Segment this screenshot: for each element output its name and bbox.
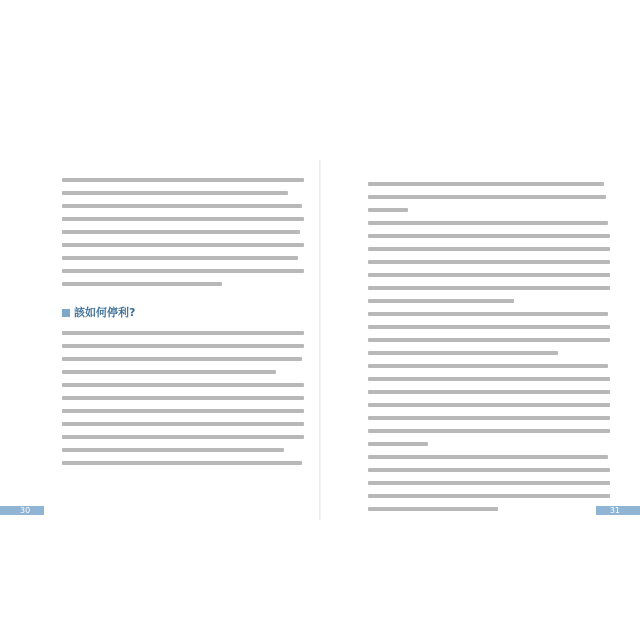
left-page-body-upper (62, 178, 304, 295)
text-line (368, 221, 608, 225)
text-line (368, 208, 408, 212)
text-line (62, 331, 304, 335)
text-line (368, 351, 558, 355)
text-line (62, 461, 302, 465)
heading-square-icon (62, 309, 70, 317)
text-line (62, 269, 304, 273)
page-number-left: 30 (20, 506, 31, 515)
text-line (368, 299, 514, 303)
text-line (62, 256, 298, 260)
text-line (62, 191, 288, 195)
text-line (368, 507, 498, 511)
book-gutter (319, 160, 321, 520)
text-line (62, 357, 302, 361)
text-line (62, 204, 302, 208)
section-heading-text: 該如何停利? (74, 306, 136, 319)
text-line (62, 396, 304, 400)
text-line (62, 448, 284, 452)
right-page-body (368, 182, 610, 520)
page-number-right: 31 (609, 506, 620, 515)
text-line (368, 234, 610, 238)
text-line (368, 403, 610, 407)
text-line (62, 178, 304, 182)
text-line (368, 182, 604, 186)
text-line (62, 282, 222, 286)
text-line (62, 370, 276, 374)
left-page-body-lower (62, 331, 304, 474)
text-line (62, 230, 300, 234)
text-line (368, 390, 610, 394)
text-line (368, 468, 610, 472)
text-line (62, 422, 304, 426)
text-line (368, 338, 610, 342)
text-line (62, 344, 304, 348)
text-line (368, 325, 610, 329)
text-line (368, 442, 428, 446)
text-line (368, 429, 610, 433)
text-line (368, 260, 610, 264)
text-line (62, 383, 304, 387)
text-line (368, 195, 606, 199)
text-line (368, 273, 610, 277)
text-line (62, 409, 304, 413)
text-line (368, 312, 608, 316)
text-line (368, 286, 610, 290)
text-line (368, 494, 610, 498)
text-line (368, 247, 610, 251)
text-line (62, 217, 304, 221)
text-line (368, 416, 610, 420)
text-line (368, 364, 608, 368)
text-line (62, 243, 304, 247)
text-line (368, 481, 610, 485)
section-heading (62, 306, 135, 320)
text-line (368, 455, 608, 459)
text-line (62, 435, 304, 439)
text-line (368, 377, 610, 381)
